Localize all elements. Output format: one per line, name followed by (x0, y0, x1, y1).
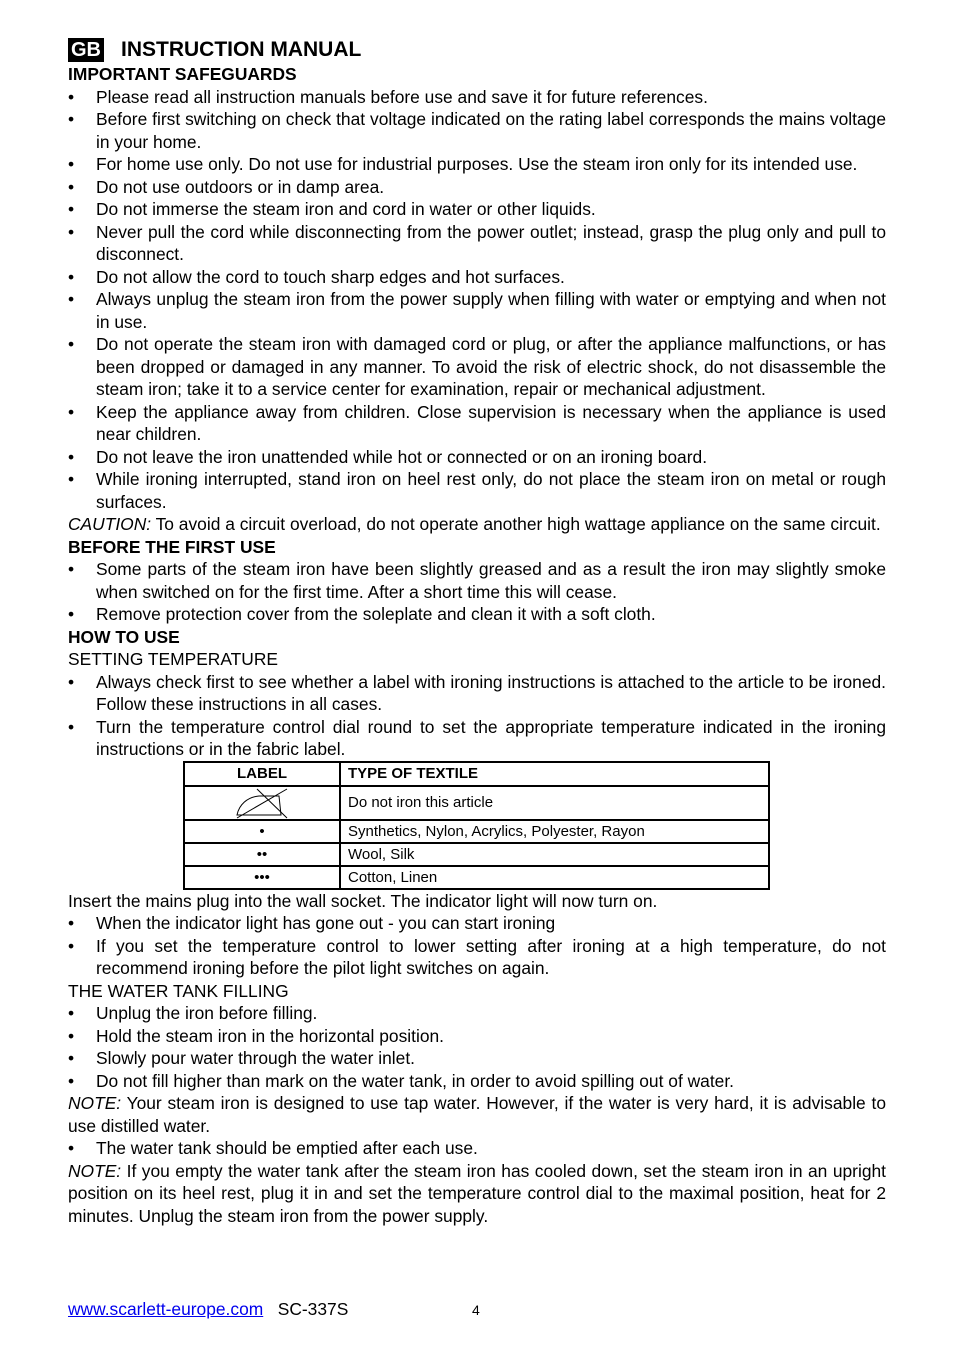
list-item: • Slowly pour water through the water inlet. (68, 1047, 886, 1070)
safeguards-heading: IMPORTANT SAFEGUARDS (68, 64, 297, 84)
note-paragraph (68, 1092, 886, 1137)
note-label: NOTE: (68, 1160, 122, 1181)
water-list (68, 1002, 886, 1092)
list-item: • The water tank should be emptied after each use. (68, 1137, 886, 1160)
list-item: • Do not allow the cord to touch sharp edges and hot surfaces. (68, 266, 886, 289)
table-row (184, 843, 769, 866)
table-header-type: TYPE OF TEXTILE (340, 762, 769, 786)
table-cell-type: Do not iron this article (340, 786, 769, 820)
first-use-list (68, 558, 886, 626)
website-link[interactable]: www.scarlett-europe.com (68, 1299, 264, 1319)
page-title: INSTRUCTION MANUAL (121, 37, 362, 61)
table-row (184, 820, 769, 843)
table-cell-label: •• (184, 843, 340, 866)
empty-list (68, 1137, 886, 1160)
water-tank-heading: THE WATER TANK FILLING (68, 980, 289, 1001)
caution-text: To avoid a circuit overload, do not operate another high wattage appliance on the same circuit. (151, 514, 881, 534)
how-to-use-heading: HOW TO USE (68, 626, 180, 647)
list-item: • Before first switching on check that voltage indicated on the rating label corresponds the mains voltage in your home. (68, 108, 886, 153)
caution-label: CAUTION: (68, 514, 152, 534)
table-cell-label: ••• (184, 866, 340, 889)
first-use-heading: BEFORE THE FIRST USE (68, 536, 276, 557)
list-item: • Unplug the iron before filling. (68, 1002, 886, 1025)
table-row (184, 786, 769, 820)
list-item: • Never pull the cord while disconnecting from the power outlet; instead, grasp the plug only and pull to disconnect. (68, 221, 886, 266)
note-text: Your steam iron is designed to use tap water. However, if the water is very hard, it is advisable to use distilled water. (68, 1093, 886, 1136)
list-item: • Hold the steam iron in the horizontal position. (68, 1025, 886, 1048)
list-item: • While ironing interrupted, stand iron on heel rest only, do not place the steam iron on metal or rough surfaces. (68, 468, 886, 513)
note-text: If you empty the water tank after the steam iron has cooled down, set the steam iron in an upright position on its heel rest, plug it in and set the temperature control dial to the maximal position, heat for 2 minutes. Unplug the steam iron from the power supply. (68, 1160, 886, 1226)
list-item: • Do not immerse the steam iron and cord in water or other liquids. (68, 198, 886, 221)
manual-page (68, 36, 886, 1227)
caution-paragraph (68, 513, 886, 536)
list-item: • Do not fill higher than mark on the water tank, in order to avoid spilling out of water. (68, 1070, 886, 1093)
no-iron-icon (231, 787, 293, 819)
list-item: • If you set the temperature control to lower setting after ironing at a high temperature, do not recommend ironing before the pilot light switches on again. (68, 935, 886, 980)
table-cell-type: Wool, Silk (340, 843, 769, 866)
note-paragraph (68, 1160, 886, 1228)
list-item: • Turn the temperature control dial round to set the appropriate temperature indicated in the ironing instructions or in the fabric label. (68, 716, 886, 761)
setting-list (68, 671, 886, 761)
list-item: • Do not leave the iron unattended while hot or connected or on an ironing board. (68, 446, 886, 469)
insert-list (68, 912, 886, 980)
insert-plug-text: Insert the mains plug into the wall socket. The indicator light will now turn on. (68, 890, 658, 911)
list-item: • Some parts of the steam iron have been slightly greased and as a result the iron may slightly smoke when switched on for the first time. After a short time this will cease. (68, 558, 886, 603)
table-cell-type: Synthetics, Nylon, Acrylics, Polyester, Rayon (340, 820, 769, 843)
table-header-label: LABEL (184, 762, 340, 786)
list-item: • Please read all instruction manuals before use and save it for future references. (68, 86, 886, 109)
table-cell-label: • (184, 820, 340, 843)
setting-temperature-heading: SETTING TEMPERATURE (68, 649, 278, 669)
model-number: SC-337S (277, 1299, 349, 1319)
table-row (184, 866, 769, 889)
table-cell-type: Cotton, Linen (340, 866, 769, 889)
language-badge: GB (68, 38, 104, 62)
list-item: • Always check first to see whether a label with ironing instructions is attached to the article to be ironed. Follow these instructions in all cases. (68, 671, 886, 716)
list-item: • For home use only. Do not use for industrial purposes. Use the steam iron only for its intended use. (68, 153, 886, 176)
list-item: • Do not use outdoors or in damp area. (68, 176, 886, 199)
list-item: • Always unplug the steam iron from the power supply when filling with water or emptying and when not in use. (68, 288, 886, 333)
list-item: • Remove protection cover from the soleplate and clean it with a soft cloth. (68, 603, 886, 626)
table-cell-label (184, 786, 340, 820)
list-item: • Do not operate the steam iron with damaged cord or plug, or after the appliance malfunctions, or has been dropped or damaged in any manner. To avoid the risk of electric shock, do not disassemble the steam iron; take it to a service center for examination, repair or mechanical adjustment. (68, 333, 886, 401)
table-header-row (184, 762, 769, 786)
note-label: NOTE: (68, 1093, 122, 1113)
list-item: • Keep the appliance away from children. Close supervision is necessary when the appliance is used near children. (68, 401, 886, 446)
list-item: • When the indicator light has gone out - you can start ironing (68, 912, 886, 935)
safeguards-list (68, 86, 886, 514)
page-number: 4 (472, 1302, 480, 1318)
textile-table (183, 761, 770, 890)
title-row (68, 36, 886, 63)
